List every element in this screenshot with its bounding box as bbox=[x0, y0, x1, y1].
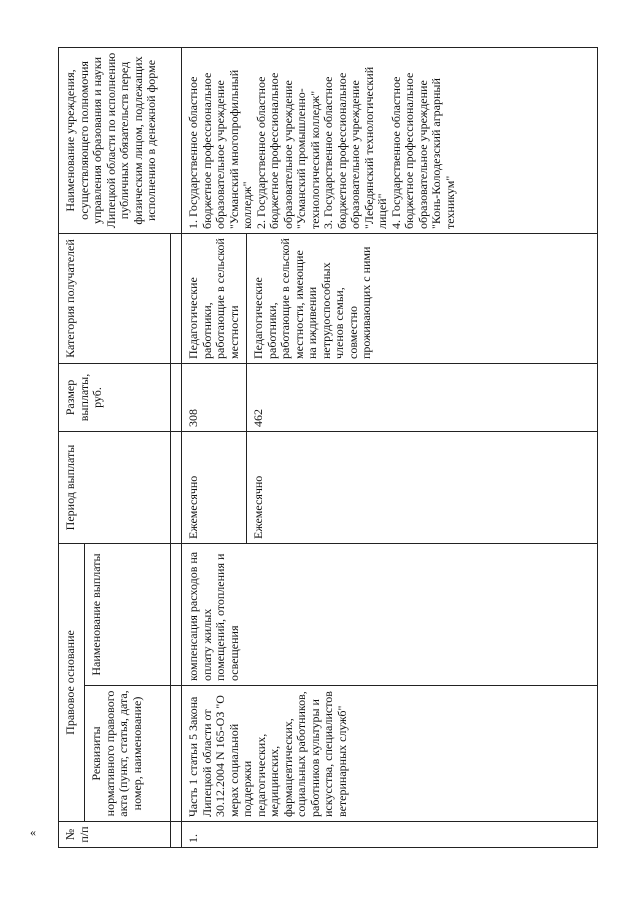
header-category: Категория получателей bbox=[59, 234, 171, 364]
header-spacer-cell bbox=[171, 364, 182, 432]
header-spacer-cell bbox=[171, 234, 182, 364]
row-institution: 1. Государственное областное бюджетное профессиональное образовательное учреждение "Усманский многопрофильный колледж" 2. Государственное областное бюджетное профессиональное образовательное учреждение "Усманский промышленно-технологический колледж" 3. Государственное областное бюджетное профессиональное образовательное учреждение "Лебедянский технологический лицей" 4. Государственное областное бюджетное профессиональное образовательное учреждение "Конь-Колодезский аграрный техникум" bbox=[182, 48, 598, 234]
subrow-amount: 462 bbox=[247, 364, 598, 432]
header-period: Период выплаты bbox=[59, 432, 171, 544]
header-amount: Размер выплаты, руб. bbox=[59, 364, 171, 432]
subrow-period: Ежемесячно bbox=[247, 432, 598, 544]
row-num: 1. bbox=[182, 822, 598, 848]
payments-table bbox=[58, 47, 598, 848]
header-num: № п/п bbox=[59, 822, 171, 848]
header-legal-basis: Правовое основание bbox=[59, 544, 85, 822]
row-requisites: Часть 1 статьи 5 Закона Липецкой области от 30.12.2004 N 165-ОЗ "О мерах социальной поддержки педагогических, медицинских, фармацевтических, социальных работников, работников культуры и искусства, специалистов ветеринарных служб" bbox=[182, 686, 598, 822]
subrow-period: Ежемесячно bbox=[182, 432, 247, 544]
subrow-category: Педагогические работники, работающие в сельской местности bbox=[182, 234, 247, 364]
header-spacer-cell bbox=[171, 686, 182, 822]
header-spacer-cell bbox=[171, 822, 182, 848]
header-payment-name: Наименование выплаты bbox=[85, 544, 171, 686]
header-institution: Наименование учреждения, осуществляющего полномочия управления образования и науки Липецкой области по исполнению публичных обязательств перед физическим лицом, подлежащих исполнению в денежной форме bbox=[59, 48, 182, 234]
header-spacer-cell bbox=[171, 432, 182, 544]
subrow-category: Педагогические работники, работающие в сельской местности, имеющие на иждивении нетрудоспособных членов семьи, совместно проживающих с ними bbox=[247, 234, 598, 364]
header-spacer-cell bbox=[171, 544, 182, 686]
row-payment-name: компенсация расходов на оплату жилых помещений, отопления и освещения bbox=[182, 544, 598, 686]
subrow-amount: 308 bbox=[182, 364, 247, 432]
opening-quote-mark: « bbox=[30, 825, 36, 839]
header-requisites: Реквизиты нормативного правового акта (пункт, статья, дата, номер, наименование) bbox=[85, 686, 171, 822]
table-row bbox=[182, 48, 247, 848]
rotated-page bbox=[58, 48, 598, 848]
